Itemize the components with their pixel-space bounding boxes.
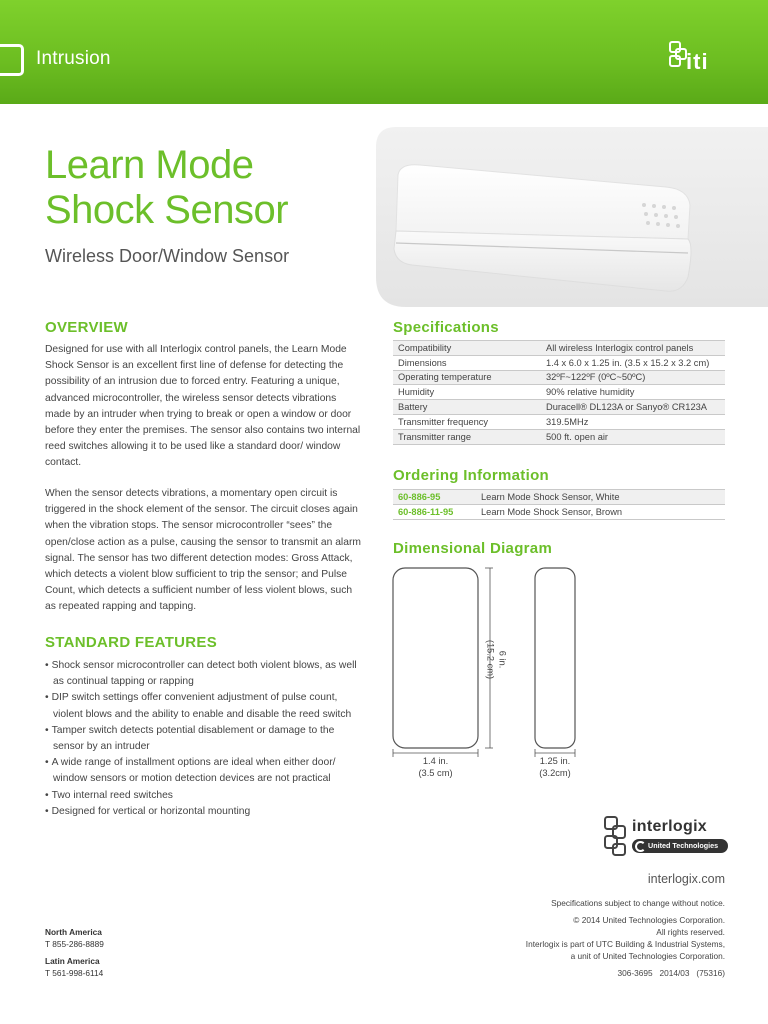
product-photo <box>376 127 768 307</box>
page-subtitle: Wireless Door/Window Sensor <box>45 246 290 266</box>
spec-value: 319.5MHz <box>541 414 725 429</box>
depth-label-cm: (3.2cm) <box>539 767 571 778</box>
spec-label: Humidity <box>393 385 541 400</box>
utc-badge: United Technologies <box>632 839 728 853</box>
part-number: 60-886-95 <box>393 490 476 505</box>
parent-company-line-1: Interlogix is part of UTC Building & Industrial Systems, <box>525 939 725 949</box>
interlogix-wordmark: interlogix <box>632 818 708 835</box>
table-row <box>393 355 725 370</box>
feature-item: • Shock sensor microcontroller can detect both violent blows, as well as continual tapping or rapping <box>45 658 365 690</box>
table-row <box>393 370 725 385</box>
spec-value: All wireless Interlogix control panels <box>541 341 725 356</box>
spec-label: Dimensions <box>393 355 541 370</box>
parent-company-line-2: a unit of United Technologies Corporation. <box>570 951 725 961</box>
diagram-heading: Dimensional Diagram <box>393 540 553 557</box>
overview-heading: OVERVIEW <box>45 319 128 336</box>
side-view-outline <box>535 568 575 748</box>
spec-value: 1.4 x 6.0 x 1.25 in. (3.5 x 15.2 x 3.2 cm) <box>541 355 725 370</box>
spec-label: Operating temperature <box>393 370 541 385</box>
spec-label: Battery <box>393 400 541 415</box>
section-name: Intrusion <box>36 48 111 69</box>
interlogix-logo <box>603 815 728 857</box>
overview-paragraph-2: When the sensor detects vibrations, a momentary open circuit is triggered in the shock element of the sensor. The circuit closes again when the vibration stops. The sensor microcontroller “sees” the open/close action as a pulse, causing the sensor to transmit an alarm signal. The sensor has two different detection modes: Gross Attack, which detects a violent blow sufficient to trip the sensor; and Pulse Count, which detects a sufficient number of less violent blows, such as repeated rapping and tapping. <box>45 488 361 613</box>
contact-latin-america <box>45 956 103 979</box>
table-row <box>393 385 725 400</box>
part-description: Learn Mode Shock Sensor, Brown <box>476 505 725 520</box>
feature-item: • Designed for vertical or horizontal mounting <box>45 804 365 820</box>
region-name: Latin America <box>45 956 100 966</box>
table-row <box>393 429 725 444</box>
change-notice: Specifications subject to change without notice. <box>551 898 725 908</box>
height-label-in: 6 in. <box>497 650 508 669</box>
feature-item: • Two internal reed switches <box>45 788 365 804</box>
width-label-in: 1.4 in. <box>422 756 449 766</box>
title-line-1: Learn Mode <box>45 143 254 187</box>
feature-item: • Tamper switch detects potential disablement or damage to the sensor by an intruder <box>45 723 365 755</box>
specifications-heading: Specifications <box>393 319 499 336</box>
table-row <box>393 414 725 429</box>
interlogix-logo-icon <box>603 815 631 857</box>
spec-value: 32ºF~122ºF (0ºC~50ºC) <box>541 370 725 385</box>
iti-logo <box>668 40 728 80</box>
feature-item: • A wide range of installment options are ideal when either door/ window sensors or motion detection devices are not practical <box>45 755 365 787</box>
table-row <box>393 505 725 520</box>
ordering-heading: Ordering Information <box>393 467 549 484</box>
table-row <box>393 400 725 415</box>
dimensional-diagram <box>385 560 595 785</box>
features-list <box>45 658 365 820</box>
title-line-2: Shock Sensor <box>45 188 289 232</box>
section-tab-mark <box>0 44 24 76</box>
region-phone: T 855-286-8889 <box>45 938 104 949</box>
height-label <box>485 625 508 695</box>
depth-label-in: 1.25 in. <box>539 756 571 766</box>
region-name: North America <box>45 927 102 937</box>
header-band <box>0 0 768 104</box>
width-label-cm: (3.5 cm) <box>418 767 453 778</box>
contact-north-america <box>45 927 104 950</box>
copyright: © 2014 United Technologies Corporation. <box>573 915 725 925</box>
spec-label: Transmitter range <box>393 429 541 444</box>
utc-c-icon <box>635 841 646 852</box>
part-description: Learn Mode Shock Sensor, White <box>476 490 725 505</box>
spec-label: Transmitter frequency <box>393 414 541 429</box>
width-label <box>398 756 473 779</box>
front-view-outline <box>393 568 478 748</box>
overview-paragraph-1: Designed for use with all Interlogix control panels, the Learn Mode Shock Sensor is an excellent first line of defense for detecting the possibility of an intrusion due to forced entry. Featuring a unique, advanced microcontroller, the wireless sensor detects vibrations made by an intruder when trying to break or open a window or door before they enter the premises. The sensor also contains two internal reed switches allowing it to be used like a standard door/ window contact. <box>45 344 361 469</box>
part-number: 60-886-11-95 <box>393 505 476 520</box>
region-phone: T 561-998-6114 <box>45 967 104 978</box>
iti-logo-text: iti <box>686 49 709 74</box>
spec-value: 500 ft. open air <box>541 429 725 444</box>
specifications-table <box>393 340 725 445</box>
rights-reserved: All rights reserved. <box>656 927 725 937</box>
feature-item: • DIP switch settings offer convenient adjustment of pulse count, violent blows and the ability to enable and disable the reed switch <box>45 690 365 722</box>
spec-value: Duracell® DL123A or Sanyo® CR123A <box>541 400 725 415</box>
table-row <box>393 341 725 356</box>
website-link[interactable]: interlogix.com <box>647 872 725 886</box>
document-number: 306-3695 2014/03 (75316) <box>617 968 725 978</box>
table-row <box>393 490 725 505</box>
features-heading: STANDARD FEATURES <box>45 634 218 651</box>
height-label-cm: (15.2 cm) <box>486 639 496 680</box>
depth-label <box>525 756 585 779</box>
page-title <box>45 143 288 233</box>
ordering-table <box>393 489 725 520</box>
spec-label: Compatibility <box>393 341 541 356</box>
spec-value: 90% relative humidity <box>541 385 725 400</box>
